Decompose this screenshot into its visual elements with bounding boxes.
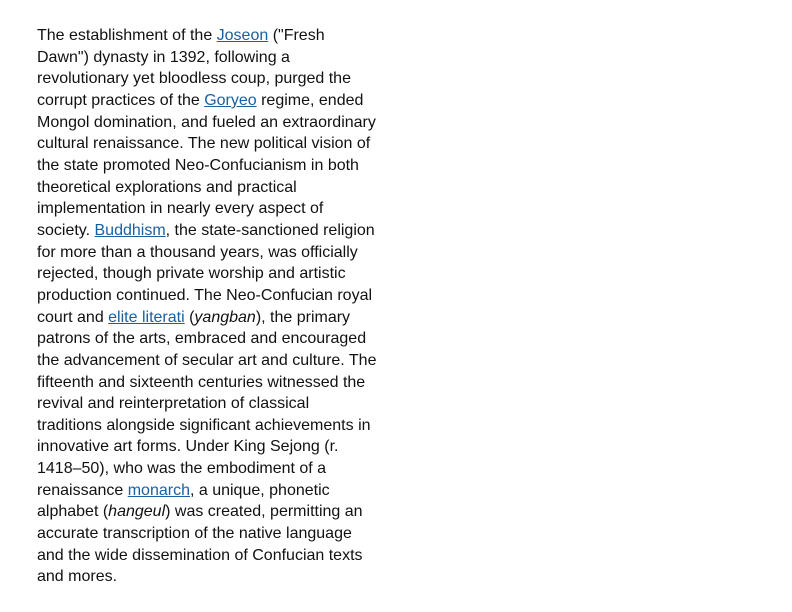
- text-run: ) was created, permitting an: [165, 503, 363, 521]
- text-line: [37, 220, 425, 242]
- text-line: [37, 285, 425, 307]
- text-line: [37, 328, 425, 350]
- text-run: accurate transcription of the native language: [37, 525, 352, 543]
- text-line: [37, 90, 425, 112]
- hyperlink[interactable]: Joseon: [216, 27, 269, 44]
- text-run: ("Fresh: [268, 27, 325, 44]
- italic-term: yangban: [194, 308, 256, 326]
- text-run: society.: [37, 221, 95, 239]
- text-run: Mongol domination, and fueled an extraordinary: [37, 113, 376, 131]
- hyperlink[interactable]: elite literati: [108, 308, 185, 326]
- text-run: traditions alongside significant achievements in: [37, 416, 371, 434]
- text-run: rejected, though private worship and artistic: [37, 265, 346, 283]
- hyperlink[interactable]: monarch: [127, 481, 190, 499]
- text-run: revolutionary yet bloodless coup, purged the: [37, 70, 351, 88]
- text-run: Dawn") dynasty in 1392, following a: [37, 48, 290, 66]
- text-run: , a unique, phonetic: [189, 481, 330, 499]
- hyperlink[interactable]: Goryeo: [204, 91, 257, 109]
- text-run: patrons of the arts, embraced and encouraged: [37, 330, 367, 348]
- italic-term: hangeul: [108, 503, 166, 521]
- text-run: theoretical explorations and practical: [37, 178, 297, 196]
- text-line: [37, 372, 425, 394]
- text-line: [37, 177, 425, 199]
- text-run: 1418–50), who was the embodiment of a: [37, 460, 327, 478]
- text-line: [37, 47, 425, 69]
- text-line: [37, 133, 425, 155]
- text-line: [37, 523, 425, 545]
- text-run: cultural renaissance. The new political vision of: [37, 135, 371, 153]
- text-line: [37, 68, 425, 90]
- text-line: [37, 112, 425, 134]
- text-line: [37, 480, 425, 502]
- text-run: the advancement of secular art and culture. The: [37, 351, 377, 369]
- text-run: regime, ended: [256, 91, 364, 109]
- text-line: [37, 25, 425, 47]
- text-line: [37, 436, 425, 458]
- text-line: [37, 545, 425, 567]
- text-line: [37, 566, 425, 588]
- text-line: [37, 198, 425, 220]
- text-run: innovative art forms. Under King Sejong (r.: [37, 438, 339, 456]
- text-run: The establishment of the: [37, 27, 217, 44]
- hyperlink[interactable]: Buddhism: [94, 221, 166, 239]
- body-paragraph: [37, 25, 425, 588]
- text-run: renaissance: [37, 481, 128, 499]
- text-line: [37, 307, 425, 329]
- text-run: (: [184, 308, 195, 326]
- text-line: [37, 458, 425, 480]
- text-line: [37, 501, 425, 523]
- text-run: corrupt practices of the: [37, 91, 205, 109]
- text-run: revival and reinterpretation of classical: [37, 395, 310, 413]
- text-run: fifteenth and sixteenth centuries witnessed the: [37, 373, 366, 391]
- text-line: [37, 350, 425, 372]
- text-line: [37, 242, 425, 264]
- text-run: alphabet (: [37, 503, 109, 521]
- text-run: court and: [37, 308, 109, 326]
- text-run: production continued. The Neo-Confucian royal: [37, 286, 373, 304]
- text-run: implementation in nearly every aspect of: [37, 200, 324, 218]
- text-run: and mores.: [37, 568, 118, 586]
- text-run: and the wide dissemination of Confucian texts: [37, 546, 363, 564]
- text-run: for more than a thousand years, was officially: [37, 243, 358, 261]
- text-line: [37, 155, 425, 177]
- text-line: [37, 415, 425, 437]
- text-line: [37, 393, 425, 415]
- text-line: [37, 263, 425, 285]
- text-run: , the state-sanctioned religion: [165, 221, 375, 239]
- text-run: ), the primary: [255, 308, 351, 326]
- text-run: the state promoted Neo-Confucianism in both: [37, 156, 359, 174]
